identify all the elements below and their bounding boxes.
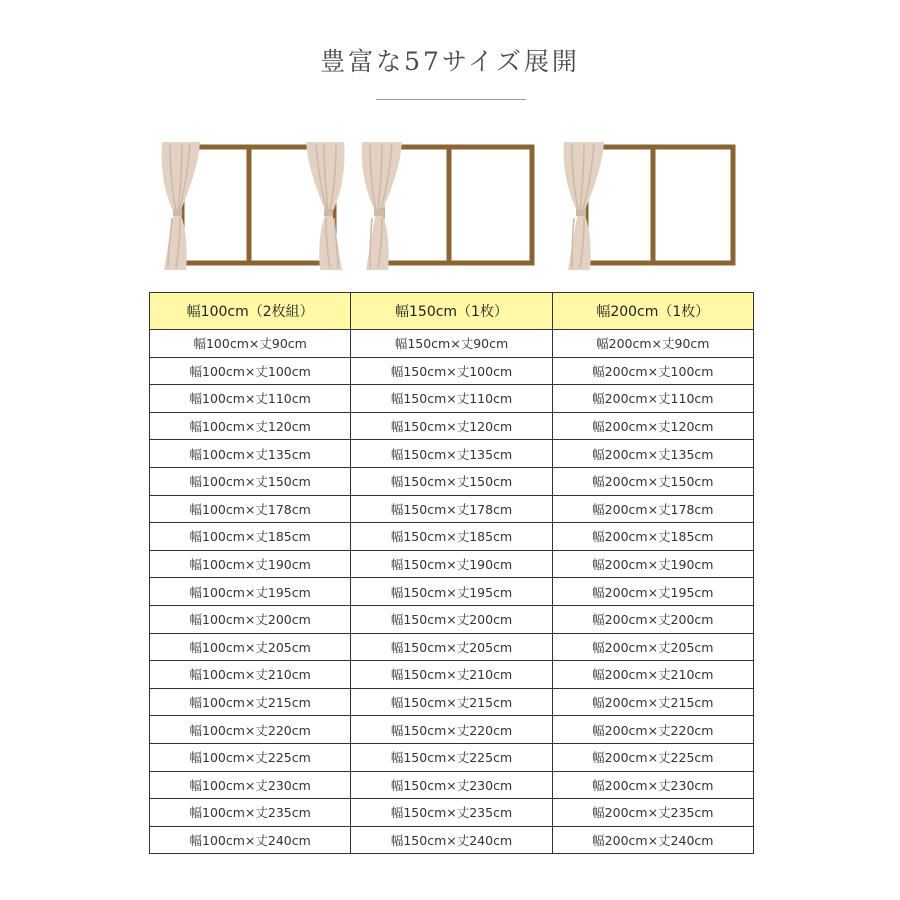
size-cell: 幅150cm×丈185cm [351, 523, 552, 551]
table-row [150, 688, 754, 716]
size-cell: 幅200cm×丈195cm [552, 578, 753, 606]
size-cell: 幅150cm×丈135cm [351, 440, 552, 468]
size-cell: 幅100cm×丈210cm [150, 661, 351, 689]
table-row [150, 633, 754, 661]
window-left-curtain-wide-illustration [562, 138, 748, 272]
size-cell: 幅150cm×丈220cm [351, 716, 552, 744]
size-cell: 幅150cm×丈90cm [351, 330, 552, 358]
size-cell: 幅200cm×丈240cm [552, 826, 753, 854]
table-row [150, 661, 754, 689]
table-row [150, 412, 754, 440]
size-cell: 幅100cm×丈235cm [150, 799, 351, 827]
size-cell: 幅200cm×丈185cm [552, 523, 753, 551]
size-cell: 幅200cm×丈230cm [552, 771, 753, 799]
table-row [150, 385, 754, 413]
size-cell: 幅100cm×丈230cm [150, 771, 351, 799]
size-cell: 幅150cm×丈178cm [351, 495, 552, 523]
size-cell: 幅100cm×丈178cm [150, 495, 351, 523]
size-cell: 幅200cm×丈205cm [552, 633, 753, 661]
size-cell: 幅200cm×丈220cm [552, 716, 753, 744]
size-cell: 幅150cm×丈120cm [351, 412, 552, 440]
header-width-100: 幅100cm（2枚組） [150, 293, 351, 330]
table-row [150, 357, 754, 385]
size-cell: 幅100cm×丈205cm [150, 633, 351, 661]
size-cell: 幅100cm×丈220cm [150, 716, 351, 744]
table-row [150, 799, 754, 827]
size-cell: 幅100cm×丈90cm [150, 330, 351, 358]
table-row [150, 771, 754, 799]
header-width-150: 幅150cm（1枚） [351, 293, 552, 330]
size-cell: 幅100cm×丈195cm [150, 578, 351, 606]
size-cell: 幅150cm×丈230cm [351, 771, 552, 799]
size-cell: 幅150cm×丈225cm [351, 743, 552, 771]
size-cell: 幅150cm×丈235cm [351, 799, 552, 827]
size-table [149, 292, 754, 854]
window-two-curtains-illustration [160, 138, 346, 272]
size-cell: 幅100cm×丈100cm [150, 357, 351, 385]
size-cell: 幅100cm×丈135cm [150, 440, 351, 468]
table-row [150, 578, 754, 606]
size-cell: 幅100cm×丈200cm [150, 605, 351, 633]
size-cell: 幅100cm×丈110cm [150, 385, 351, 413]
table-row [150, 440, 754, 468]
table-row [150, 716, 754, 744]
size-cell: 幅100cm×丈120cm [150, 412, 351, 440]
table-row [150, 495, 754, 523]
header-width-200: 幅200cm（1枚） [552, 293, 753, 330]
size-cell: 幅200cm×丈190cm [552, 550, 753, 578]
table-header-row [150, 293, 754, 330]
size-cell: 幅100cm×丈225cm [150, 743, 351, 771]
table-row [150, 605, 754, 633]
size-cell: 幅150cm×丈110cm [351, 385, 552, 413]
size-cell: 幅200cm×丈135cm [552, 440, 753, 468]
table-row [150, 330, 754, 358]
table-row [150, 826, 754, 854]
size-cell: 幅150cm×丈100cm [351, 357, 552, 385]
size-cell: 幅200cm×丈225cm [552, 743, 753, 771]
size-cell: 幅200cm×丈235cm [552, 799, 753, 827]
size-cell: 幅200cm×丈178cm [552, 495, 753, 523]
size-cell: 幅150cm×丈205cm [351, 633, 552, 661]
size-cell: 幅200cm×丈150cm [552, 467, 753, 495]
size-cell: 幅150cm×丈200cm [351, 605, 552, 633]
size-cell: 幅150cm×丈150cm [351, 467, 552, 495]
size-cell: 幅200cm×丈200cm [552, 605, 753, 633]
size-cell: 幅150cm×丈195cm [351, 578, 552, 606]
size-cell: 幅100cm×丈240cm [150, 826, 351, 854]
size-cell: 幅200cm×丈210cm [552, 661, 753, 689]
size-cell: 幅150cm×丈190cm [351, 550, 552, 578]
size-cell: 幅150cm×丈240cm [351, 826, 552, 854]
table-row [150, 743, 754, 771]
size-cell: 幅200cm×丈110cm [552, 385, 753, 413]
table-row [150, 467, 754, 495]
size-cell: 幅150cm×丈215cm [351, 688, 552, 716]
size-cell: 幅100cm×丈190cm [150, 550, 351, 578]
size-cell: 幅100cm×丈215cm [150, 688, 351, 716]
size-cell: 幅200cm×丈100cm [552, 357, 753, 385]
window-left-curtain-illustration [360, 138, 546, 272]
size-cell: 幅200cm×丈90cm [552, 330, 753, 358]
size-cell: 幅100cm×丈150cm [150, 467, 351, 495]
page-title: 豊富な57サイズ展開 [320, 47, 580, 76]
table-row [150, 523, 754, 551]
size-cell: 幅100cm×丈185cm [150, 523, 351, 551]
size-cell: 幅150cm×丈210cm [351, 661, 552, 689]
size-cell: 幅200cm×丈215cm [552, 688, 753, 716]
table-row [150, 550, 754, 578]
title-divider [376, 99, 526, 100]
size-cell: 幅200cm×丈120cm [552, 412, 753, 440]
